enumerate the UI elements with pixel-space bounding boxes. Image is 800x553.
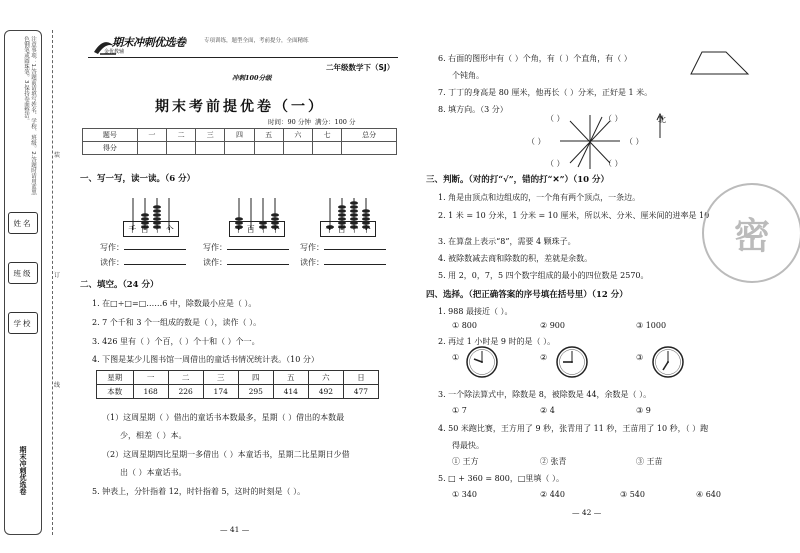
judge-4: 4. 被除数减去商和除数的积，差就是余数。 bbox=[438, 254, 593, 263]
school-field[interactable]: 学校 bbox=[8, 312, 38, 334]
question-2-3: 3. 426 里有（ ）个百，（ ）个十和（ ）个一。 bbox=[92, 337, 260, 346]
library-table bbox=[96, 370, 379, 399]
place-label: 千 bbox=[234, 224, 243, 234]
full-score: 满分：100 分 bbox=[314, 118, 356, 126]
abacus-place-labels bbox=[123, 221, 179, 237]
cut-label: 订 bbox=[54, 272, 61, 279]
place-label: 十 bbox=[350, 224, 359, 234]
choice-1-option-3[interactable]: ③ 1000 bbox=[636, 321, 667, 330]
abacus-place-labels bbox=[229, 221, 285, 237]
question-2-6: 6. 右面的图形中有（ ）个角，有（ ）个直角，有（ ） bbox=[438, 54, 632, 63]
section-3-title: 三、判断。（对的打“√”，错的打“✕”）（10 分） bbox=[426, 175, 610, 185]
library-value: 295 bbox=[238, 385, 273, 399]
page-title: 期末考前提优卷（一） bbox=[155, 99, 325, 115]
score-cell[interactable] bbox=[312, 142, 341, 155]
question-2-8: 8. 填方向。（3 分） bbox=[438, 105, 508, 114]
score-cell[interactable] bbox=[254, 142, 283, 155]
score-header-cell: 二 bbox=[166, 129, 195, 142]
library-value: 168 bbox=[133, 385, 168, 399]
place-label: 个 bbox=[271, 224, 280, 234]
choice-5-option-3[interactable]: ③ 540 bbox=[620, 490, 645, 499]
sidebar-logo: 期末冲刺优选卷 bbox=[19, 445, 27, 495]
clock-icon bbox=[556, 346, 588, 378]
question-2-2: 2. 7 个千和 3 个一组成的数是（ ），读作（ ）。 bbox=[92, 318, 262, 327]
brand-sub: 金优教辅 bbox=[104, 49, 125, 55]
choice-5: 5. □ + 360 = 800，□里填（ ）。 bbox=[438, 474, 564, 483]
grade-label: 二年级数学下（SJ） bbox=[326, 63, 395, 72]
write-answer[interactable] bbox=[100, 242, 186, 253]
clock-icon bbox=[652, 346, 684, 378]
read-answer[interactable] bbox=[203, 257, 289, 268]
score-row-label: 得分 bbox=[83, 142, 138, 155]
section-4-title: 四、选择。（把正确答案的序号填在括号里）（12 分） bbox=[426, 290, 628, 300]
judge-3: 3. 在算盘上表示“8”，需要 4 颗珠子。 bbox=[438, 237, 576, 246]
library-header-cell: 日 bbox=[343, 371, 378, 385]
choice-5-option-1[interactable]: ① 340 bbox=[452, 490, 477, 499]
score-table bbox=[82, 128, 397, 155]
read-label: 读作： bbox=[100, 258, 124, 267]
choice-3-option-1[interactable]: ① 7 bbox=[452, 406, 467, 415]
north-label: 北 bbox=[658, 115, 666, 124]
choice-5-option-2[interactable]: ② 440 bbox=[540, 490, 565, 499]
choice-4-option-2[interactable]: ② 张青 bbox=[540, 457, 567, 466]
score-cell[interactable] bbox=[283, 142, 312, 155]
library-value-row bbox=[97, 385, 379, 399]
place-label: 十 bbox=[259, 224, 268, 234]
place-label: 百 bbox=[140, 224, 149, 234]
page-number-right: — 42 — bbox=[572, 508, 602, 517]
library-header-cell: 二 bbox=[168, 371, 203, 385]
name-field[interactable]: 姓名 bbox=[8, 212, 38, 234]
score-header-cell: 一 bbox=[137, 129, 166, 142]
score-header-cell: 五 bbox=[254, 129, 283, 142]
direction-blank[interactable]: （ ） bbox=[625, 137, 644, 146]
choice-3-option-3[interactable]: ③ 9 bbox=[636, 406, 651, 415]
question-2-6-cont: 个钝角。 bbox=[452, 71, 484, 80]
read-answer[interactable] bbox=[300, 257, 386, 268]
write-answer[interactable] bbox=[300, 242, 386, 253]
choice-4-option-1[interactable]: ① 王方 bbox=[452, 457, 479, 466]
direction-blank[interactable]: （ ） bbox=[527, 137, 546, 146]
score-cell[interactable] bbox=[166, 142, 195, 155]
score-cell[interactable] bbox=[196, 142, 225, 155]
direction-blank[interactable]: （ ） bbox=[604, 159, 623, 168]
direction-blank[interactable]: （ ） bbox=[604, 114, 623, 123]
library-header-cell: 一 bbox=[133, 371, 168, 385]
confidential-stamp: 密 bbox=[702, 183, 800, 283]
question-2-4-2: （2）这周星期四比星期一多借出（ ）本童话书，星期二比星期日少借 bbox=[102, 450, 350, 459]
score-header-cell: 三 bbox=[196, 129, 225, 142]
place-label: 百 bbox=[246, 224, 255, 234]
write-label: 写作： bbox=[203, 243, 227, 252]
choice-2-option-1[interactable]: ① bbox=[452, 353, 460, 362]
write-label: 写作： bbox=[100, 243, 124, 252]
choice-4-option-3[interactable]: ③ 王苗 bbox=[636, 457, 663, 466]
place-label: 千 bbox=[325, 224, 334, 234]
read-label: 读作： bbox=[203, 258, 227, 267]
library-value: 492 bbox=[308, 385, 343, 399]
time-info bbox=[268, 117, 355, 126]
choice-4-cont: 得最快。 bbox=[452, 441, 484, 450]
library-value: 174 bbox=[203, 385, 238, 399]
score-header-cell: 题号 bbox=[83, 129, 138, 142]
place-label: 个 bbox=[165, 224, 174, 234]
library-value: 414 bbox=[273, 385, 308, 399]
choice-3-option-2[interactable]: ② 4 bbox=[540, 406, 555, 415]
choice-1-option-1[interactable]: ① 800 bbox=[452, 321, 477, 330]
judge-5: 5. 用 2，0，7，5 四个数字组成的最小的四位数是 2570。 bbox=[438, 271, 649, 280]
abacus-place-labels bbox=[320, 221, 376, 237]
score-header-cell: 六 bbox=[283, 129, 312, 142]
exam-time: 时间：90 分钟 bbox=[268, 118, 311, 126]
choice-1-option-2[interactable]: ② 900 bbox=[540, 321, 565, 330]
section-1-title: 一、写一写，读一读。（6 分） bbox=[80, 174, 196, 184]
target-label: 冲刺100分级 bbox=[232, 74, 272, 82]
cut-label: 线 bbox=[54, 382, 61, 389]
choice-3: 3. 一个除法算式中，除数是 8，被除数是 44，余数是（ ）。 bbox=[438, 390, 652, 399]
trapezoid-figure bbox=[690, 50, 750, 75]
brand-tagline: 专项训练，题型全面，考前提分，全面精练 bbox=[204, 38, 309, 44]
question-2-4-1: （1）这周星期（ ）借出的童话书本数最多，星期（ ）借出的本数最 bbox=[102, 413, 345, 422]
library-header-cell: 四 bbox=[238, 371, 273, 385]
choice-1: 1. 988 最接近（ ）。 bbox=[438, 307, 513, 316]
library-value: 226 bbox=[168, 385, 203, 399]
choice-2-option-2[interactable]: ② bbox=[540, 353, 548, 362]
library-header-cell: 三 bbox=[203, 371, 238, 385]
cut-line bbox=[52, 30, 53, 535]
judge-2: 2. 1 米 = 10 分米，1 分米 = 10 厘米，所以米、分米、厘米间的进率是 10 bbox=[438, 211, 710, 220]
score-header-row bbox=[83, 129, 397, 142]
question-2-5: 5. 钟表上，分针指着 12，时针指着 5，这时的时刻是（ ）。 bbox=[92, 487, 306, 496]
judge-1: 1. 角是由顶点和边组成的，一个角有两个顶点，一条边。 bbox=[438, 193, 641, 202]
score-header-cell: 总分 bbox=[342, 129, 397, 142]
brand-title: 期末冲刺优选卷 bbox=[112, 36, 186, 49]
read-label: 读作： bbox=[300, 258, 324, 267]
class-field[interactable]: 班级 bbox=[8, 262, 38, 284]
choice-2: 2. 再过 1 小时是 9 时的是（ ）。 bbox=[438, 337, 556, 346]
write-answer[interactable] bbox=[203, 242, 289, 253]
place-label: 千 bbox=[128, 224, 137, 234]
direction-blank[interactable]: （ ） bbox=[546, 114, 565, 123]
question-2-7: 7. 丁丁的身高是 80 厘米，他再长（ ）分米，正好是 1 米。 bbox=[438, 88, 653, 97]
choice-2-option-3[interactable]: ③ bbox=[636, 353, 644, 362]
place-label: 百 bbox=[337, 224, 346, 234]
place-label: 个 bbox=[362, 224, 371, 234]
header-rule bbox=[88, 57, 398, 58]
page-number-left: — 41 — bbox=[220, 525, 250, 534]
read-answer[interactable] bbox=[100, 257, 186, 268]
sidebar-notice: 注意事项：1.答题前请填写姓名、学校、班级。2.答题时请用蓝黑色钢笔或圆珠笔。3.保持卷面整洁。 bbox=[23, 36, 36, 195]
library-header-cell: 五 bbox=[273, 371, 308, 385]
library-row-label: 本数 bbox=[97, 385, 134, 399]
choice-4: 4. 50 米跑比赛，王方用了 9 秒，张青用了 11 秒，王苗用了 10 秒，（ ）跑 bbox=[438, 424, 709, 433]
library-value: 477 bbox=[343, 385, 378, 399]
score-header-cell: 四 bbox=[225, 129, 254, 142]
library-header-row bbox=[97, 371, 379, 385]
library-header-cell: 六 bbox=[308, 371, 343, 385]
direction-blank[interactable]: （ ） bbox=[546, 159, 565, 168]
place-label: 十 bbox=[153, 224, 162, 234]
question-2-4-1-cont: 少，相差（ ）本。 bbox=[120, 431, 187, 440]
score-cell[interactable] bbox=[342, 142, 397, 155]
section-2-title: 二、填空。（24 分） bbox=[80, 280, 159, 290]
clock-icon bbox=[466, 346, 498, 378]
score-header-cell: 七 bbox=[312, 129, 341, 142]
score-cell[interactable] bbox=[225, 142, 254, 155]
score-cell[interactable] bbox=[137, 142, 166, 155]
question-2-4-2-cont: 出（ ）本童话书。 bbox=[120, 468, 187, 477]
question-2-4: 4. 下图是某少儿图书馆一周借出的童话书情况统计表。（10 分） bbox=[92, 355, 319, 364]
question-2-1: 1. 在□÷□=□……6 中，除数最小应是（ ）。 bbox=[92, 299, 257, 308]
score-row bbox=[83, 142, 397, 155]
library-header-cell: 星期 bbox=[97, 371, 134, 385]
write-label: 写作： bbox=[300, 243, 324, 252]
choice-5-option-4[interactable]: ④ 640 bbox=[696, 490, 721, 499]
cut-label: 装 bbox=[54, 152, 61, 159]
